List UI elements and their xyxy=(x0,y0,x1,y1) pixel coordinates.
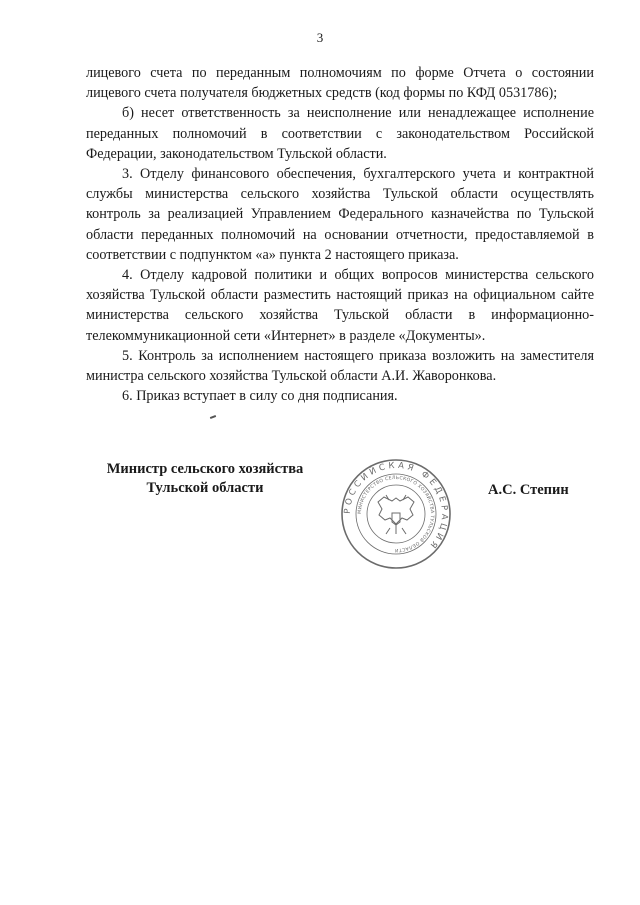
paragraph-item-b: б) несет ответственность за неисполнение или ненадлежащее исполнение переданных полномочий в соответствии с законодательством Российской Федерации, законодательством Тульской области. xyxy=(86,105,594,162)
paragraph-item-6: 6. Приказ вступает в силу со дня подписания. xyxy=(122,388,398,405)
signer-position-line2: Тульской области xyxy=(146,480,264,496)
signature-block xyxy=(0,458,640,568)
official-seal xyxy=(340,458,452,570)
seal-inner-text: МИНИСТЕРСТВО СЕЛЬСКОГО ХОЗЯЙСТВА ТУЛЬСКОЙ ОБЛАСТИ xyxy=(357,475,435,553)
stray-pen-mark xyxy=(210,415,216,419)
page-number: 3 xyxy=(316,30,324,45)
document-body xyxy=(86,63,594,406)
paragraph-item-5: 5. Контроль за исполнением настоящего приказа возложить на заместителя министра сельского хозяйства Тульской области А.И. Жаворонкова. xyxy=(86,347,594,385)
signer-position-line1: Министр сельского хозяйства xyxy=(106,461,304,477)
signer-position xyxy=(100,460,310,498)
paragraph-continuation: лицевого счета по переданным полномочиям по форме Отчета о состоянии лицевого счета получателя бюджетных средств (код формы по КФД 0531786); xyxy=(86,65,594,102)
double-headed-eagle-emblem xyxy=(378,495,414,534)
paragraph-item-4: 4. Отделу кадровой политики и общих вопросов министерства сельского хозяйства Тульской области разместить настоящий приказ на официальном сайте министерства сельского хозяйства Тульской области в информационно-телекоммуникационной сети «Интернет» в разделе «Документы». xyxy=(86,267,594,344)
seal-outer-text: РОССИЙСКАЯ ФЕДЕРАЦИЯ xyxy=(342,460,450,552)
paragraph-item-3: 3. Отделу финансового обеспечения, бухгалтерского учета и контрактной службы министерства сельского хозяйства Тульской области осуществлять контроль за реализацией Управлением Федерального казначейства по Тульской области переданных полномочий на основании отчетности, предоставляемой в соответствии с подпунктом «а» пункта 2 настоящего приказа. xyxy=(86,166,594,263)
signer-name: А.С. Степин xyxy=(488,482,569,498)
